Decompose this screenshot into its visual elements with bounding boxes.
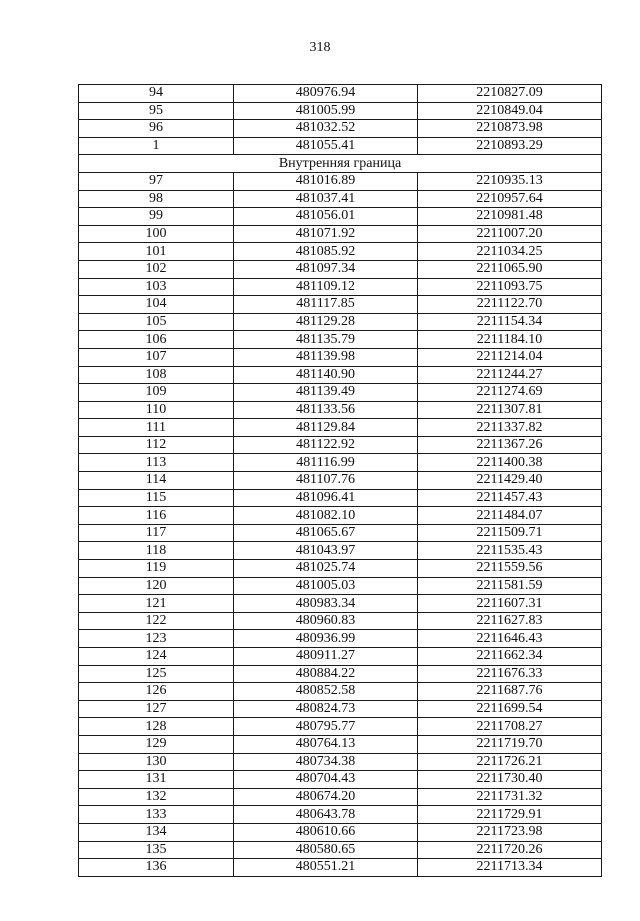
y-coordinate-cell: 2211034.25 [418, 243, 602, 261]
table-row [79, 313, 602, 331]
point-number-cell: 136 [79, 859, 234, 877]
table-row [79, 612, 602, 630]
table-row [79, 384, 602, 402]
x-coordinate-cell: 481037.41 [234, 190, 418, 208]
y-coordinate-cell: 2210849.04 [418, 102, 602, 120]
point-number-cell: 102 [79, 260, 234, 278]
point-number-cell: 133 [79, 806, 234, 824]
table-row [79, 366, 602, 384]
y-coordinate-cell: 2210827.09 [418, 85, 602, 103]
x-coordinate-cell: 480734.38 [234, 753, 418, 771]
x-coordinate-cell: 480976.94 [234, 85, 418, 103]
y-coordinate-cell: 2211274.69 [418, 384, 602, 402]
y-coordinate-cell: 2211729.91 [418, 806, 602, 824]
table-row [79, 595, 602, 613]
y-coordinate-cell: 2211723.98 [418, 823, 602, 841]
point-number-cell: 101 [79, 243, 234, 261]
table-row [79, 841, 602, 859]
table-row [79, 665, 602, 683]
x-coordinate-cell: 480911.27 [234, 648, 418, 666]
y-coordinate-cell: 2211400.38 [418, 454, 602, 472]
table-row [79, 735, 602, 753]
x-coordinate-cell: 480960.83 [234, 612, 418, 630]
point-number-cell: 130 [79, 753, 234, 771]
y-coordinate-cell: 2211214.04 [418, 348, 602, 366]
point-number-cell: 112 [79, 436, 234, 454]
x-coordinate-cell: 481139.49 [234, 384, 418, 402]
table-row [79, 401, 602, 419]
point-number-cell: 105 [79, 313, 234, 331]
point-number-cell: 134 [79, 823, 234, 841]
y-coordinate-cell: 2211244.27 [418, 366, 602, 384]
x-coordinate-cell: 481032.52 [234, 120, 418, 138]
y-coordinate-cell: 2211726.21 [418, 753, 602, 771]
y-coordinate-cell: 2211065.90 [418, 260, 602, 278]
point-number-cell: 107 [79, 348, 234, 366]
table-row [79, 524, 602, 542]
x-coordinate-cell: 480884.22 [234, 665, 418, 683]
point-number-cell: 96 [79, 120, 234, 138]
table-row [79, 753, 602, 771]
page-number: 318 [309, 40, 331, 55]
x-coordinate-cell: 481139.98 [234, 348, 418, 366]
point-number-cell: 123 [79, 630, 234, 648]
point-number-cell: 119 [79, 560, 234, 578]
table-row [79, 331, 602, 349]
x-coordinate-cell: 481071.92 [234, 225, 418, 243]
point-number-cell: 129 [79, 735, 234, 753]
y-coordinate-cell: 2211093.75 [418, 278, 602, 296]
point-number-cell: 103 [79, 278, 234, 296]
coordinates-table [78, 84, 602, 877]
point-number-cell: 122 [79, 612, 234, 630]
table-row [79, 243, 602, 261]
table-row [79, 489, 602, 507]
point-number-cell: 94 [79, 85, 234, 103]
y-coordinate-cell: 2211646.43 [418, 630, 602, 648]
x-coordinate-cell: 480580.65 [234, 841, 418, 859]
table-row [79, 683, 602, 701]
point-number-cell: 118 [79, 542, 234, 560]
y-coordinate-cell: 2211713.34 [418, 859, 602, 877]
table-row [79, 348, 602, 366]
table-row [79, 225, 602, 243]
table-row [79, 718, 602, 736]
x-coordinate-cell: 480704.43 [234, 771, 418, 789]
x-coordinate-cell: 481065.67 [234, 524, 418, 542]
section-title: Внутренняя граница [79, 155, 602, 173]
point-number-cell: 125 [79, 665, 234, 683]
y-coordinate-cell: 2211307.81 [418, 401, 602, 419]
table-row [79, 120, 602, 138]
x-coordinate-cell: 480674.20 [234, 788, 418, 806]
x-coordinate-cell: 480795.77 [234, 718, 418, 736]
table-row [79, 560, 602, 578]
point-number-cell: 110 [79, 401, 234, 419]
y-coordinate-cell: 2211184.10 [418, 331, 602, 349]
y-coordinate-cell: 2210935.13 [418, 172, 602, 190]
x-coordinate-cell: 481055.41 [234, 137, 418, 155]
point-number-cell: 127 [79, 700, 234, 718]
outer-boundary-rows [79, 85, 602, 155]
x-coordinate-cell: 481140.90 [234, 366, 418, 384]
point-number-cell: 1 [79, 137, 234, 155]
point-number-cell: 108 [79, 366, 234, 384]
table-row [79, 700, 602, 718]
inner-boundary-rows [79, 172, 602, 876]
x-coordinate-cell: 481133.56 [234, 401, 418, 419]
y-coordinate-cell: 2211337.82 [418, 419, 602, 437]
x-coordinate-cell: 480610.66 [234, 823, 418, 841]
x-coordinate-cell: 481107.76 [234, 472, 418, 490]
y-coordinate-cell: 2210957.64 [418, 190, 602, 208]
y-coordinate-cell: 2211607.31 [418, 595, 602, 613]
point-number-cell: 126 [79, 683, 234, 701]
x-coordinate-cell: 480764.13 [234, 735, 418, 753]
point-number-cell: 98 [79, 190, 234, 208]
x-coordinate-cell: 481097.34 [234, 260, 418, 278]
table-row [79, 577, 602, 595]
section-header [79, 155, 602, 173]
y-coordinate-cell: 2211581.59 [418, 577, 602, 595]
table-row [79, 859, 602, 877]
point-number-cell: 106 [79, 331, 234, 349]
y-coordinate-cell: 2211122.70 [418, 296, 602, 314]
x-coordinate-cell: 481135.79 [234, 331, 418, 349]
point-number-cell: 121 [79, 595, 234, 613]
table-row [79, 806, 602, 824]
table-row [79, 85, 602, 103]
x-coordinate-cell: 481109.12 [234, 278, 418, 296]
y-coordinate-cell: 2211687.76 [418, 683, 602, 701]
point-number-cell: 120 [79, 577, 234, 595]
table-row [79, 630, 602, 648]
table-row [79, 419, 602, 437]
x-coordinate-cell: 481116.99 [234, 454, 418, 472]
point-number-cell: 116 [79, 507, 234, 525]
table-row [79, 102, 602, 120]
x-coordinate-cell: 481056.01 [234, 208, 418, 226]
y-coordinate-cell: 2211720.26 [418, 841, 602, 859]
point-number-cell: 97 [79, 172, 234, 190]
x-coordinate-cell: 481005.99 [234, 102, 418, 120]
x-coordinate-cell: 480551.21 [234, 859, 418, 877]
point-number-cell: 124 [79, 648, 234, 666]
table-row [79, 823, 602, 841]
y-coordinate-cell: 2211719.70 [418, 735, 602, 753]
y-coordinate-cell: 2211457.43 [418, 489, 602, 507]
x-coordinate-cell: 481005.03 [234, 577, 418, 595]
table-row [79, 454, 602, 472]
section-row-inner-boundary [79, 155, 602, 173]
x-coordinate-cell: 481129.84 [234, 419, 418, 437]
x-coordinate-cell: 480824.73 [234, 700, 418, 718]
x-coordinate-cell: 481025.74 [234, 560, 418, 578]
x-coordinate-cell: 480852.58 [234, 683, 418, 701]
point-number-cell: 111 [79, 419, 234, 437]
y-coordinate-cell: 2211429.40 [418, 472, 602, 490]
x-coordinate-cell: 481122.92 [234, 436, 418, 454]
y-coordinate-cell: 2211708.27 [418, 718, 602, 736]
table-row [79, 648, 602, 666]
table-row [79, 436, 602, 454]
point-number-cell: 132 [79, 788, 234, 806]
y-coordinate-cell: 2211154.34 [418, 313, 602, 331]
table-row [79, 542, 602, 560]
table-row [79, 472, 602, 490]
y-coordinate-cell: 2211730.40 [418, 771, 602, 789]
y-coordinate-cell: 2211676.33 [418, 665, 602, 683]
y-coordinate-cell: 2211731.32 [418, 788, 602, 806]
y-coordinate-cell: 2211484.07 [418, 507, 602, 525]
table-row [79, 296, 602, 314]
point-number-cell: 135 [79, 841, 234, 859]
table-row [79, 788, 602, 806]
point-number-cell: 95 [79, 102, 234, 120]
y-coordinate-cell: 2210981.48 [418, 208, 602, 226]
table-row [79, 208, 602, 226]
x-coordinate-cell: 481082.10 [234, 507, 418, 525]
y-coordinate-cell: 2211007.20 [418, 225, 602, 243]
table-row [79, 771, 602, 789]
table-row [79, 172, 602, 190]
x-coordinate-cell: 481096.41 [234, 489, 418, 507]
y-coordinate-cell: 2211627.83 [418, 612, 602, 630]
table-row [79, 190, 602, 208]
y-coordinate-cell: 2211662.34 [418, 648, 602, 666]
point-number-cell: 104 [79, 296, 234, 314]
x-coordinate-cell: 481016.89 [234, 172, 418, 190]
x-coordinate-cell: 481129.28 [234, 313, 418, 331]
point-number-cell: 128 [79, 718, 234, 736]
table-row [79, 260, 602, 278]
x-coordinate-cell: 481085.92 [234, 243, 418, 261]
y-coordinate-cell: 2211535.43 [418, 542, 602, 560]
point-number-cell: 114 [79, 472, 234, 490]
y-coordinate-cell: 2211559.56 [418, 560, 602, 578]
x-coordinate-cell: 480936.99 [234, 630, 418, 648]
x-coordinate-cell: 481043.97 [234, 542, 418, 560]
point-number-cell: 113 [79, 454, 234, 472]
y-coordinate-cell: 2211509.71 [418, 524, 602, 542]
y-coordinate-cell: 2210893.29 [418, 137, 602, 155]
point-number-cell: 131 [79, 771, 234, 789]
point-number-cell: 117 [79, 524, 234, 542]
point-number-cell: 99 [79, 208, 234, 226]
x-coordinate-cell: 481117.85 [234, 296, 418, 314]
y-coordinate-cell: 2210873.98 [418, 120, 602, 138]
y-coordinate-cell: 2211699.54 [418, 700, 602, 718]
x-coordinate-cell: 480983.34 [234, 595, 418, 613]
point-number-cell: 109 [79, 384, 234, 402]
y-coordinate-cell: 2211367.26 [418, 436, 602, 454]
table-row [79, 507, 602, 525]
table-row [79, 137, 602, 155]
table-row [79, 278, 602, 296]
point-number-cell: 100 [79, 225, 234, 243]
point-number-cell: 115 [79, 489, 234, 507]
x-coordinate-cell: 480643.78 [234, 806, 418, 824]
